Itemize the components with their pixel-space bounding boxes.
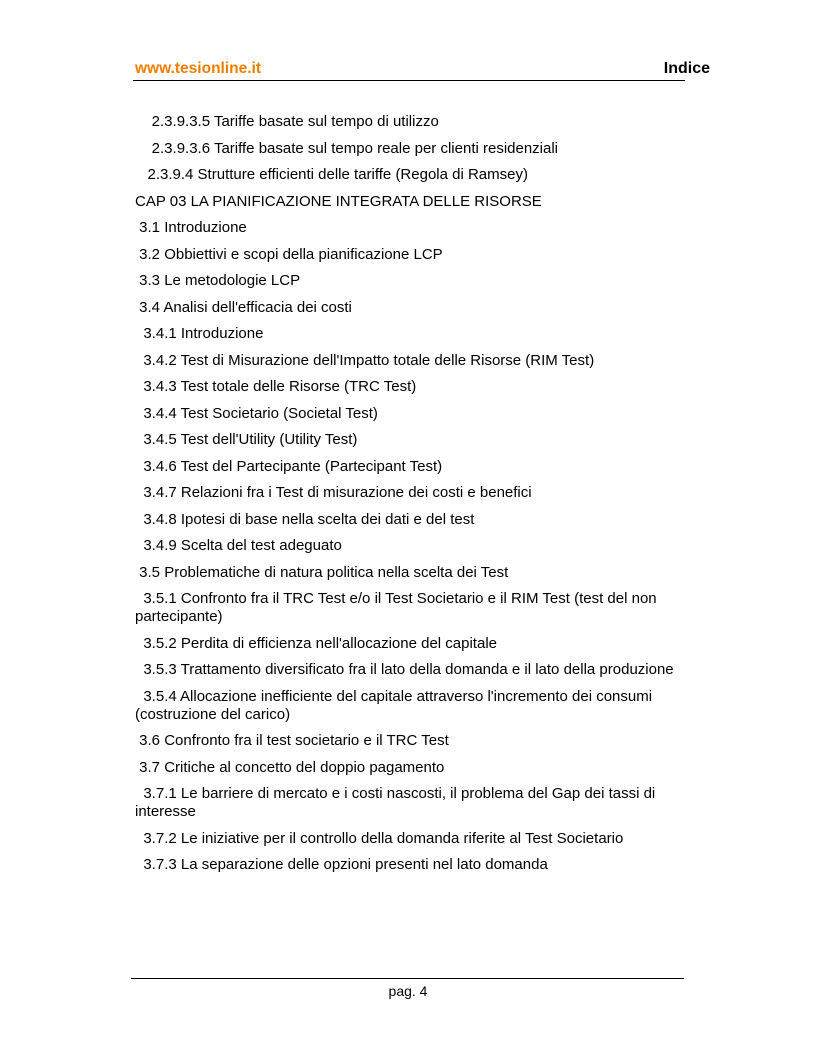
page-number: pag. 4 xyxy=(388,983,428,999)
toc-entry-text: 3.5.2 Perdita di efficienza nell'allocazione del capitale xyxy=(135,634,497,652)
toc-entry-text: 3.5.3 Trattamento diversificato fra il lato della domanda e il lato della produzione xyxy=(135,661,674,678)
toc-entry xyxy=(135,113,685,131)
toc-entry xyxy=(135,325,685,343)
toc-entry-text: CAP 03 LA PIANIFICAZIONE INTEGRATA DELLE RISORSE xyxy=(135,192,542,210)
toc-entry-text: 3.3 Le metodologie LCP xyxy=(135,272,301,289)
toc-entry-text: 3.7.3 La separazione delle opzioni presenti nel lato domanda xyxy=(135,856,548,873)
toc-entry xyxy=(135,272,685,290)
toc-entry xyxy=(135,352,685,370)
toc-entry xyxy=(135,635,685,653)
toc-entry-text: 3.4 Analisi dell'efficacia dei costi xyxy=(135,298,352,316)
toc-entry xyxy=(135,405,685,423)
toc-entry xyxy=(135,193,685,211)
header-divider xyxy=(133,80,685,81)
toc-entry xyxy=(135,590,685,626)
toc-entry-text: 3.4.9 Scelta del test adeguato xyxy=(135,537,342,554)
toc-entry xyxy=(135,219,685,237)
toc-entry-text: 3.6 Confronto fra il test societario e il TRC Test xyxy=(135,732,449,749)
toc-entry-text: 3.4.3 Test totale delle Risorse (TRC Test) xyxy=(135,378,417,395)
toc-entry xyxy=(135,166,685,184)
toc-entry-text: 3.1 Introduzione xyxy=(135,219,247,236)
toc-entry xyxy=(135,484,685,502)
toc-entry xyxy=(135,759,685,777)
toc-entry-text: 3.7.2 Le iniziative per il controllo della domanda riferite al Test Societario xyxy=(135,829,624,847)
toc-entry xyxy=(135,458,685,476)
toc-entry-text: 3.4.8 Ipotesi di base nella scelta dei dati e del test xyxy=(135,510,475,528)
table-of-contents xyxy=(135,113,685,874)
toc-entry xyxy=(135,830,685,848)
toc-entry-text: 2.3.9.3.6 Tariffe basate sul tempo reale per clienti residenziali xyxy=(135,139,559,157)
header-site-name: www.tesionline.it xyxy=(135,60,262,77)
toc-entry-text: 3.4.1 Introduzione xyxy=(135,325,264,342)
toc-entry xyxy=(135,378,685,396)
toc-entry-text: 3.4.4 Test Societario (Societal Test) xyxy=(135,404,378,422)
toc-entry-text: 3.7 Critiche al concetto del doppio pagamento xyxy=(135,758,445,776)
toc-entry-text: 3.5.4 Allocazione inefficiente del capitale attraverso l'incremento dei consumi (costruzione del carico) xyxy=(135,687,657,723)
toc-entry-text: 3.4.5 Test dell'Utility (Utility Test) xyxy=(135,431,358,448)
toc-entry xyxy=(135,537,685,555)
footer-divider xyxy=(131,978,684,979)
toc-entry xyxy=(135,246,685,264)
toc-entry xyxy=(135,688,685,724)
toc-entry-text: 2.3.9.4 Strutture efficienti delle tariffe (Regola di Ramsey) xyxy=(135,166,528,183)
toc-entry xyxy=(135,785,685,821)
toc-entry xyxy=(135,564,685,582)
toc-entry-text: 3.4.6 Test del Partecipante (Partecipant Test) xyxy=(135,457,443,475)
toc-entry-text: 3.4.7 Relazioni fra i Test di misurazione dei costi e benefici xyxy=(135,484,532,501)
toc-entry xyxy=(135,431,685,449)
toc-entry-text: 3.7.1 Le barriere di mercato e i costi nascosti, il problema del Gap dei tassi di interesse xyxy=(135,785,660,820)
toc-entry xyxy=(135,661,685,679)
toc-entry-text: 2.3.9.3.5 Tariffe basate sul tempo di utilizzo xyxy=(135,113,439,130)
toc-entry xyxy=(135,511,685,529)
toc-entry xyxy=(135,140,685,158)
header-section-title: Indice xyxy=(663,60,710,77)
toc-entry xyxy=(135,299,685,317)
toc-entry-text: 3.5 Problematiche di natura politica nella scelta dei Test xyxy=(135,563,509,581)
toc-entry-text: 3.4.2 Test di Misurazione dell'Impatto totale delle Risorse (RIM Test) xyxy=(135,351,595,369)
toc-entry-text: 3.5.1 Confronto fra il TRC Test e/o il Test Societario e il RIM Test (test del non partecipante) xyxy=(135,590,661,625)
toc-entry-text: 3.2 Obbiettivi e scopi della pianificazione LCP xyxy=(135,245,443,263)
toc-entry xyxy=(135,856,685,874)
toc-entry xyxy=(135,732,685,750)
